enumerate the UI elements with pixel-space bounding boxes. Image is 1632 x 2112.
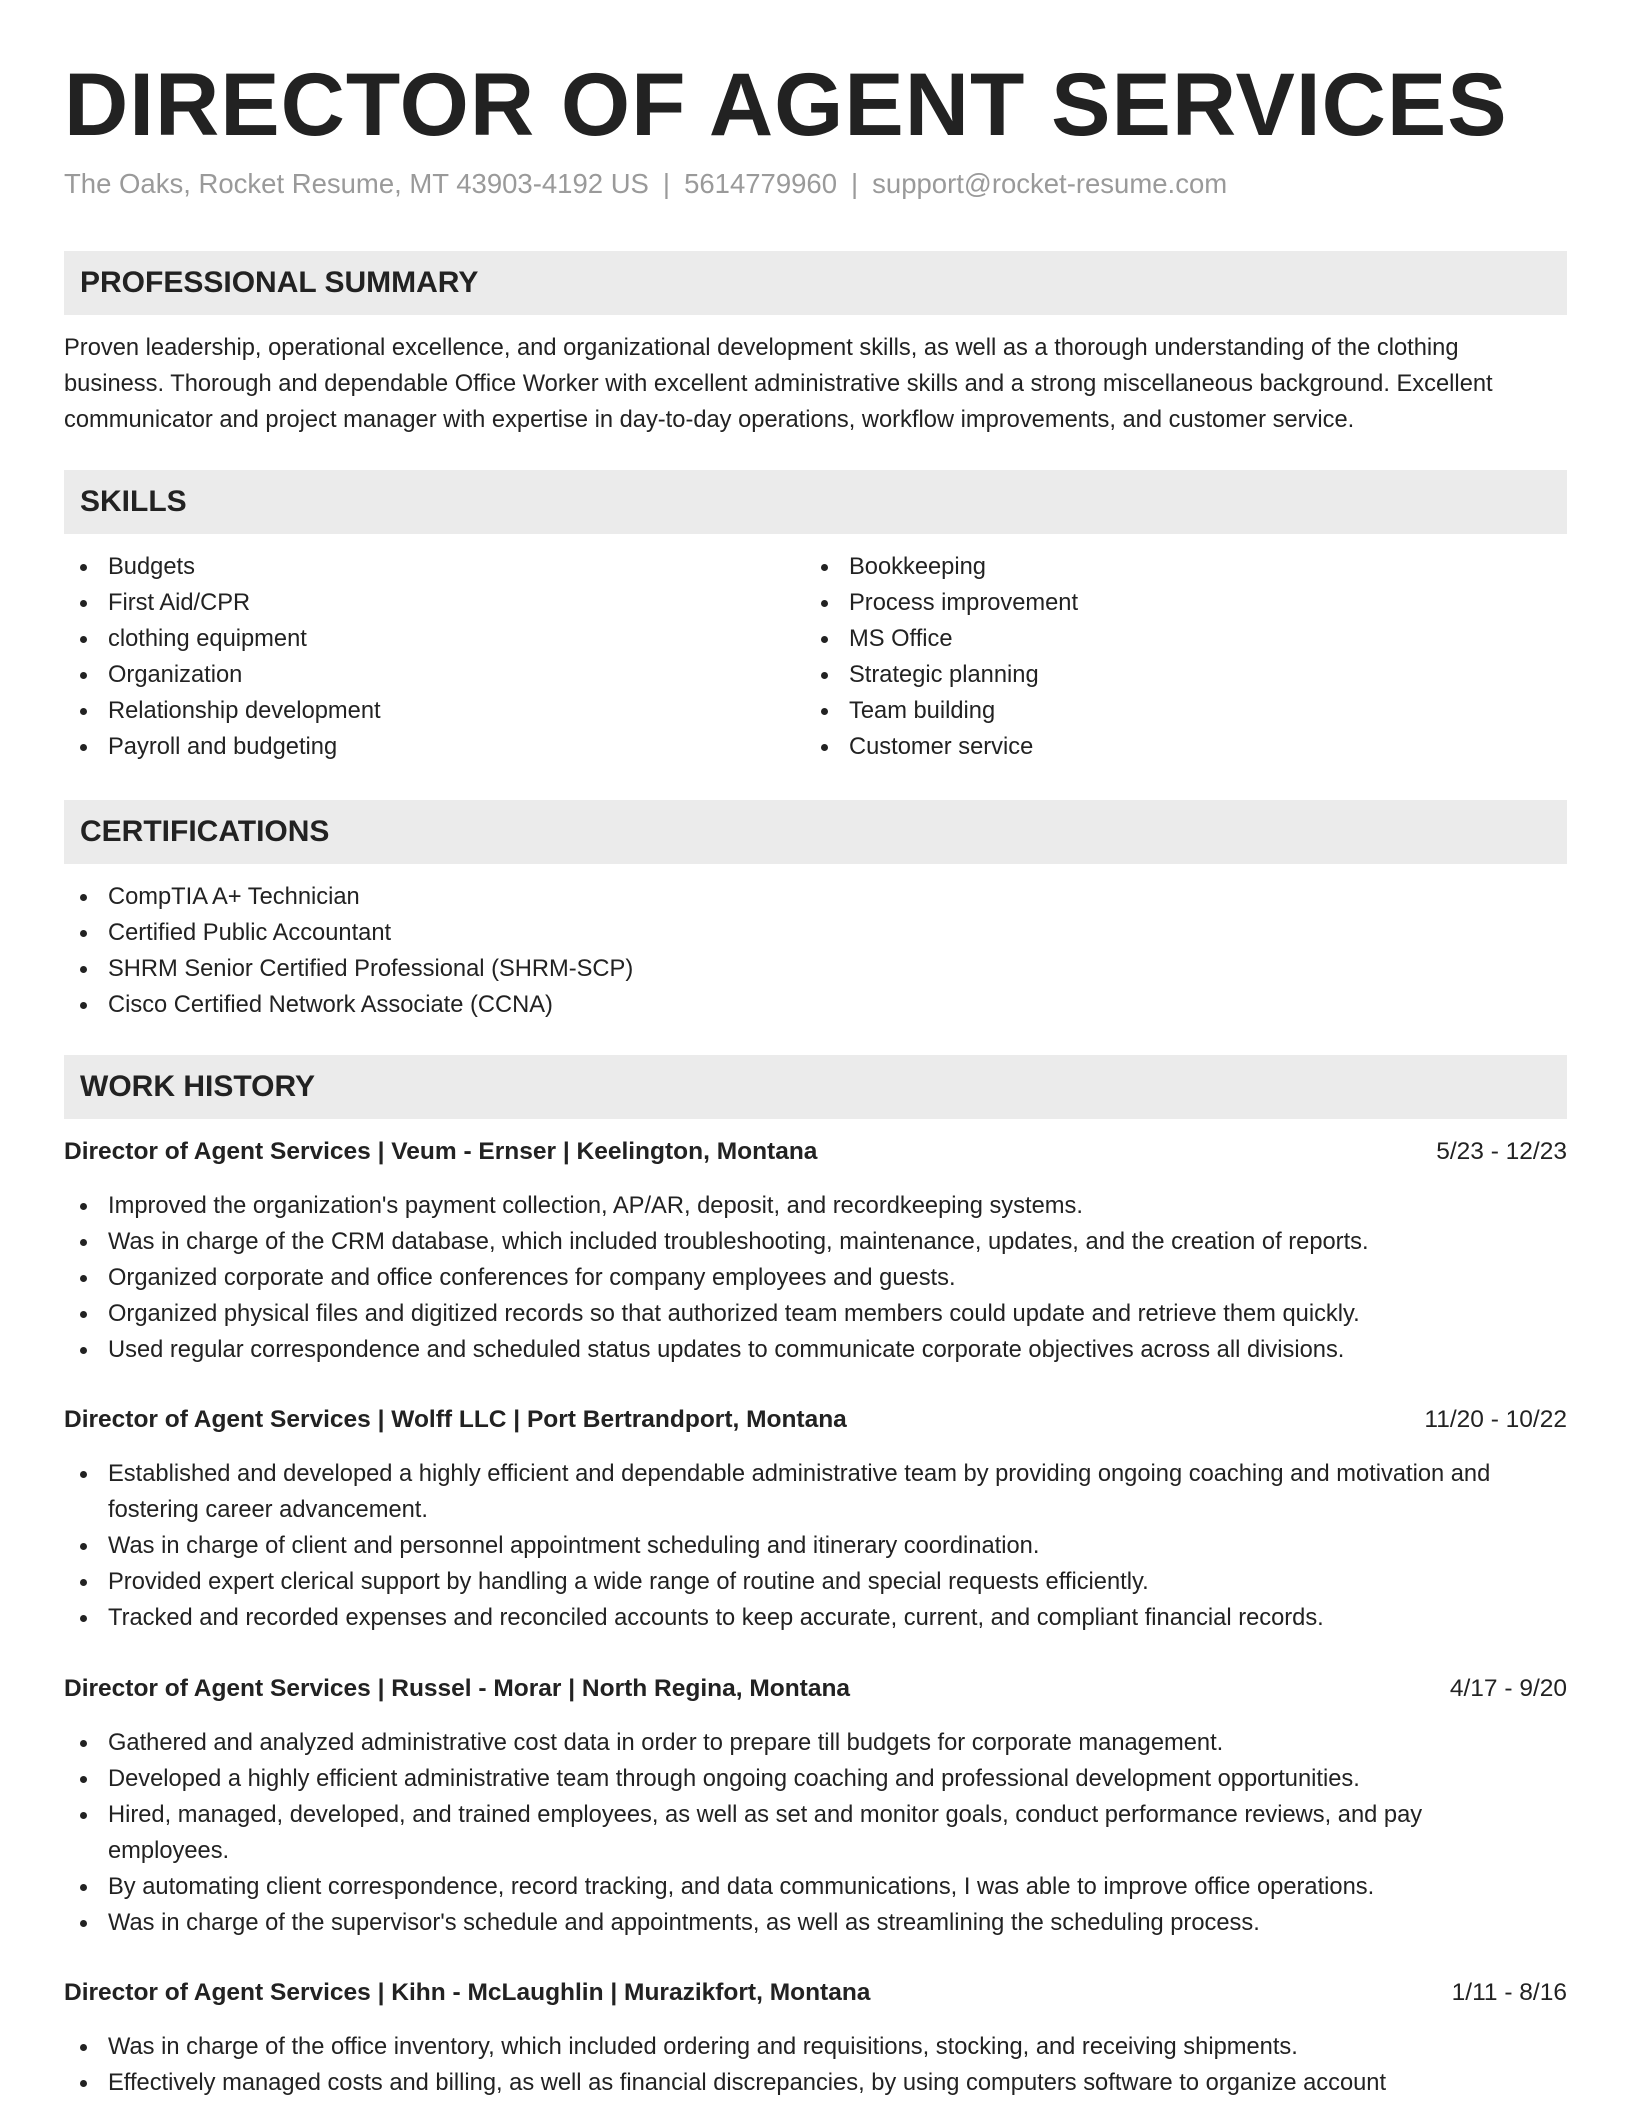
job-title: Director of Agent Services | Veum - Ernser | Keelington, Montana bbox=[64, 1138, 818, 1165]
job-dates: 11/20 - 10/22 bbox=[1424, 1406, 1567, 1433]
summary-line: Proven leadership, operational excellence, and organizational development skills, as well as a thorough understanding of the clothing bbox=[64, 335, 1459, 361]
summary-line: communicator and project manager with expertise in day-to-day operations, workflow improvements, and customer service. bbox=[64, 407, 1355, 433]
job-dates: 5/23 - 12/23 bbox=[1436, 1138, 1567, 1165]
job-bullet: By automating client correspondence, record tracking, and data communications, I was able to improve office operations. bbox=[64, 1869, 1567, 1905]
job-bullet: Was in charge of client and personnel appointment scheduling and itinerary coordination. bbox=[64, 1528, 1567, 1564]
skill-item: Team building bbox=[805, 693, 1545, 729]
job-bullet: Effectively managed costs and billing, as well as financial discrepancies, by using computers software to organize account bbox=[64, 2065, 1567, 2101]
certification-item: Certified Public Accountant bbox=[64, 915, 1567, 951]
job-bullets bbox=[64, 1188, 1567, 1368]
section-heading-summary: PROFESSIONAL SUMMARY bbox=[64, 251, 1567, 315]
job-bullet: Was in charge of the CRM database, which included troubleshooting, maintenance, updates, and the creation of reports. bbox=[64, 1224, 1567, 1260]
certification-item: SHRM Senior Certified Professional (SHRM-SCP) bbox=[64, 951, 1567, 987]
section-heading-certifications: CERTIFICATIONS bbox=[64, 800, 1567, 864]
skills-list-left bbox=[64, 549, 804, 765]
job-header bbox=[64, 1134, 1567, 1170]
skills-list-right bbox=[805, 549, 1545, 765]
job-bullet: Organized corporate and office conferences for company employees and guests. bbox=[64, 1260, 1567, 1296]
skill-item: Strategic planning bbox=[805, 657, 1545, 693]
job-title: Director of Agent Services | Wolff LLC | Port Bertrandport, Montana bbox=[64, 1406, 847, 1433]
job-bullet: Was in charge of the office inventory, which included ordering and requisitions, stocking, and receiving shipments. bbox=[64, 2029, 1567, 2065]
job-title: Director of Agent Services | Russel - Morar | North Regina, Montana bbox=[64, 1675, 851, 1702]
job-bullet: Established and developed a highly efficient and dependable administrative team by providing ongoing coaching and motivation and bbox=[64, 1456, 1567, 1492]
certifications-list bbox=[64, 879, 1567, 1023]
skill-item: clothing equipment bbox=[64, 621, 804, 657]
job-bullet: Gathered and analyzed administrative cost data in order to prepare till budgets for corporate management. bbox=[64, 1725, 1567, 1761]
job-bullet: Tracked and recorded expenses and reconciled accounts to keep accurate, current, and compliant financial records. bbox=[64, 1600, 1567, 1636]
resume-title: DIRECTOR OF AGENT SERVICES bbox=[64, 54, 1508, 154]
job-dates: 4/17 - 9/20 bbox=[1449, 1675, 1567, 1702]
job-bullet: Hired, managed, developed, and trained employees, as well as set and monitor goals, conduct performance reviews, and pay bbox=[64, 1797, 1567, 1833]
job-bullet: Used regular correspondence and scheduled status updates to communicate corporate objectives across all divisions. bbox=[64, 1332, 1567, 1368]
skill-item: Process improvement bbox=[805, 585, 1545, 621]
job-bullet: Improved the organization's payment collection, AP/AR, deposit, and recordkeeping systems. bbox=[64, 1188, 1567, 1224]
job-bullet: Developed a highly efficient administrative team through ongoing coaching and professional development opportunities. bbox=[64, 1761, 1567, 1797]
job-dates: 1/11 - 8/16 bbox=[1451, 1979, 1567, 2006]
job-bullet-continuation: employees. bbox=[108, 1838, 230, 1864]
skill-item: Organization bbox=[64, 657, 804, 693]
contact-separator: | bbox=[662, 168, 671, 199]
job-bullet: Was in charge of the supervisor's schedule and appointments, as well as streamlining the scheduling process. bbox=[64, 1905, 1567, 1941]
job-header bbox=[64, 1671, 1567, 1707]
job-bullet: Provided expert clerical support by handling a wide range of routine and special requests efficiently. bbox=[64, 1564, 1567, 1600]
job-bullets bbox=[64, 1456, 1567, 1636]
job-bullets bbox=[64, 2029, 1567, 2101]
summary-line: business. Thorough and dependable Office Worker with excellent administrative skills and a strong miscellaneous background. Excellent bbox=[64, 371, 1493, 397]
contact-line bbox=[64, 166, 1227, 202]
skill-item: Relationship development bbox=[64, 693, 804, 729]
contact-email: support@rocket-resume.com bbox=[872, 168, 1228, 199]
skill-item: First Aid/CPR bbox=[64, 585, 804, 621]
job-bullet: Organized physical files and digitized records so that authorized team members could update and retrieve them quickly. bbox=[64, 1296, 1567, 1332]
job-header bbox=[64, 1402, 1567, 1438]
job-header bbox=[64, 1975, 1567, 2011]
section-heading-skills: SKILLS bbox=[64, 470, 1567, 534]
skill-item: Payroll and budgeting bbox=[64, 729, 804, 765]
contact-separator: | bbox=[851, 168, 859, 199]
summary-paragraph bbox=[64, 330, 1567, 438]
skill-item: Budgets bbox=[64, 549, 804, 585]
job-title: Director of Agent Services | Kihn - McLaughlin | Murazikfort, Montana bbox=[64, 1979, 871, 2006]
job-bullets bbox=[64, 1725, 1567, 1941]
contact-phone: 5614779960 bbox=[684, 168, 838, 199]
job-bullet-continuation: fostering career advancement. bbox=[108, 1497, 428, 1523]
skill-item: MS Office bbox=[805, 621, 1545, 657]
certification-item: CompTIA A+ Technician bbox=[64, 879, 1567, 915]
section-heading-work-history: WORK HISTORY bbox=[64, 1055, 1567, 1119]
skill-item: Bookkeeping bbox=[805, 549, 1545, 585]
contact-address: The Oaks, Rocket Resume, MT 43903-4192 US bbox=[64, 168, 649, 199]
skill-item: Customer service bbox=[805, 729, 1545, 765]
certification-item: Cisco Certified Network Associate (CCNA) bbox=[64, 987, 1567, 1023]
